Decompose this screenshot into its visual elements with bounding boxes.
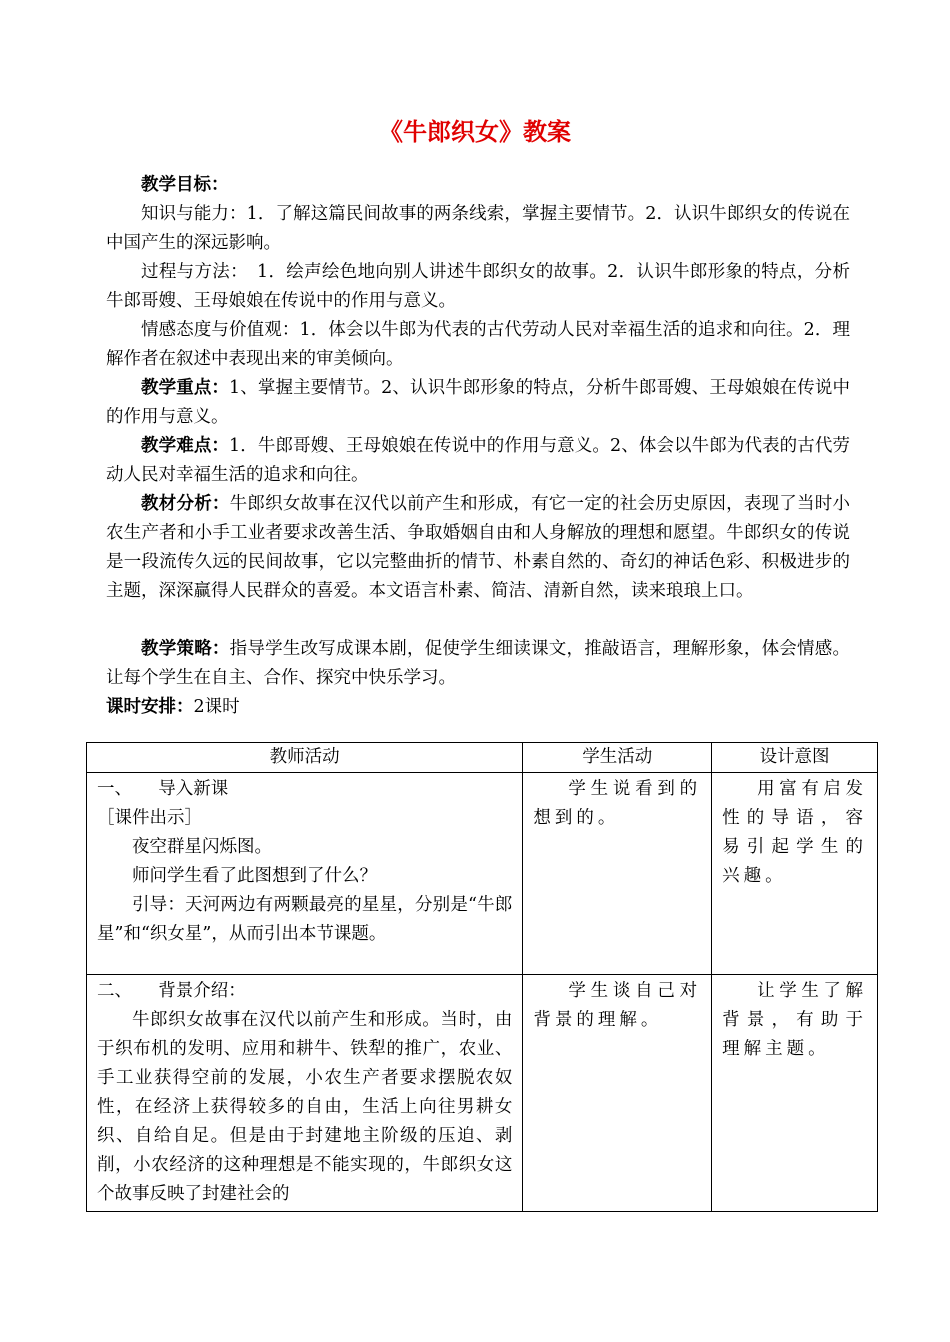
analysis-text: 牛郎织女故事在汉代以前产生和形成，有它一定的社会历史原因，表现了当时小农生产者和小手工业者要求改善生活、争取婚姻自由和人身解放的理想和愿望。牛郎织女的传说是一段流传久远的民间故事，它以完整曲折的情节、朴素自然的、奇幻的神话色彩、积极进步的主题，深深赢得人民群众的喜爱。本文语言朴素、简洁、清新自然，读来琅琅上口。 [106,494,850,601]
objectives-heading-label: 教学目标： [141,175,229,195]
design-intent-text: 让学生了解背景，有助于理解主题。 [722,981,867,1059]
schedule-text: 2课时 [193,697,240,717]
schedule-label: 课时安排： [106,697,194,717]
objective-process: 过程与方法： 1．绘声绘色地向别人讲述牛郎织女的故事。2．认识牛郎形象的特点，分析牛郎哥嫂、王母娘娘在传说中的作用与意义。 [106,262,850,311]
student-activity-cell [523,975,712,1212]
difficult-points-text: 1．牛郎哥嫂、王母娘娘在传说中的作用与意义。2、体会以牛郎为代表的古代劳动人民对幸福生活的追求和向往。 [106,436,851,485]
key-points [106,374,850,432]
design-intent-text: 用富有启发性的导语，容易引起学生的兴趣。 [722,779,867,886]
strategy-label: 教学策略： [141,639,230,659]
section-heading: 二、 背景介绍： [97,981,246,1001]
header-teacher-activity: 教师活动 [87,743,523,773]
objective-knowledge: 知识与能力：1．了解这篇民间故事的两条线索，掌握主要情节。2．认识牛郎织女的传说在中国产生的深远影响。 [106,204,850,253]
class-schedule [106,693,850,722]
student-activity-text: 学生谈自己对背景的理解。 [533,981,702,1030]
table-header-row [87,743,878,773]
teacher-line: 师问学生看了此图想到了什么？ [132,866,377,886]
student-activity-cell [523,773,712,975]
section-heading: 一、 导入新课 [97,779,229,799]
lesson-activity-table [86,742,878,1212]
material-analysis [106,490,850,606]
table-row [87,773,878,975]
teacher-line: 牛郎织女故事在汉代以前产生和形成。当时，由于织布机的发明、应用和耕牛、铁犁的推广，农业、手工业获得空前的发展，小农生产者要求摆脱农奴性，在经济上获得较多的自由，生活上向往男耕女织、自给自足。但是由于封建地主阶级的压迫、剥削，小农经济的这种理想是不能实现的，牛郎织女这个故事反映了封建社会的 [97,1010,513,1204]
teacher-line: ［课件出示］ [97,808,202,828]
document-title: 《牛郎织女》教案 [379,118,571,146]
teacher-activity-cell [87,773,523,975]
design-intent-cell [712,975,878,1212]
strategy-text: 指导学生改写成课本剧，促使学生细读课文，推敲语言，理解形象，体会情感。让每个学生在自主、合作、探究中快乐学习。 [106,639,850,688]
table-row [87,975,878,1212]
teacher-activity-cell [87,975,523,1212]
key-points-text: 1、掌握主要情节。2、认识牛郎形象的特点，分析牛郎哥嫂、王母娘娘在传说中的作用与意义。 [106,378,851,427]
teacher-line: 夜空群星闪烁图。 [132,837,272,857]
header-design-intent: 设计意图 [712,743,878,773]
objective-emotion: 情感态度与价值观：1．体会以牛郎为代表的古代劳动人民对幸福生活的追求和向往。2．理解作者在叙述中表现出来的审美倾向。 [106,320,850,369]
student-activity-text: 学生说看到的想到的。 [533,779,702,828]
analysis-label: 教材分析： [141,494,230,514]
header-student-activity: 学生活动 [523,743,712,773]
design-intent-cell [712,773,878,975]
teacher-line: 引导：天河两边有两颗最亮的星星，分别是“牛郎星”和“织女星”，从而引出本节课题。 [97,895,513,944]
difficult-points-label: 教学难点： [141,436,230,456]
teaching-strategy [106,635,850,693]
objectives-heading [106,171,850,200]
difficult-points [106,432,850,490]
key-points-label: 教学重点： [141,378,230,398]
